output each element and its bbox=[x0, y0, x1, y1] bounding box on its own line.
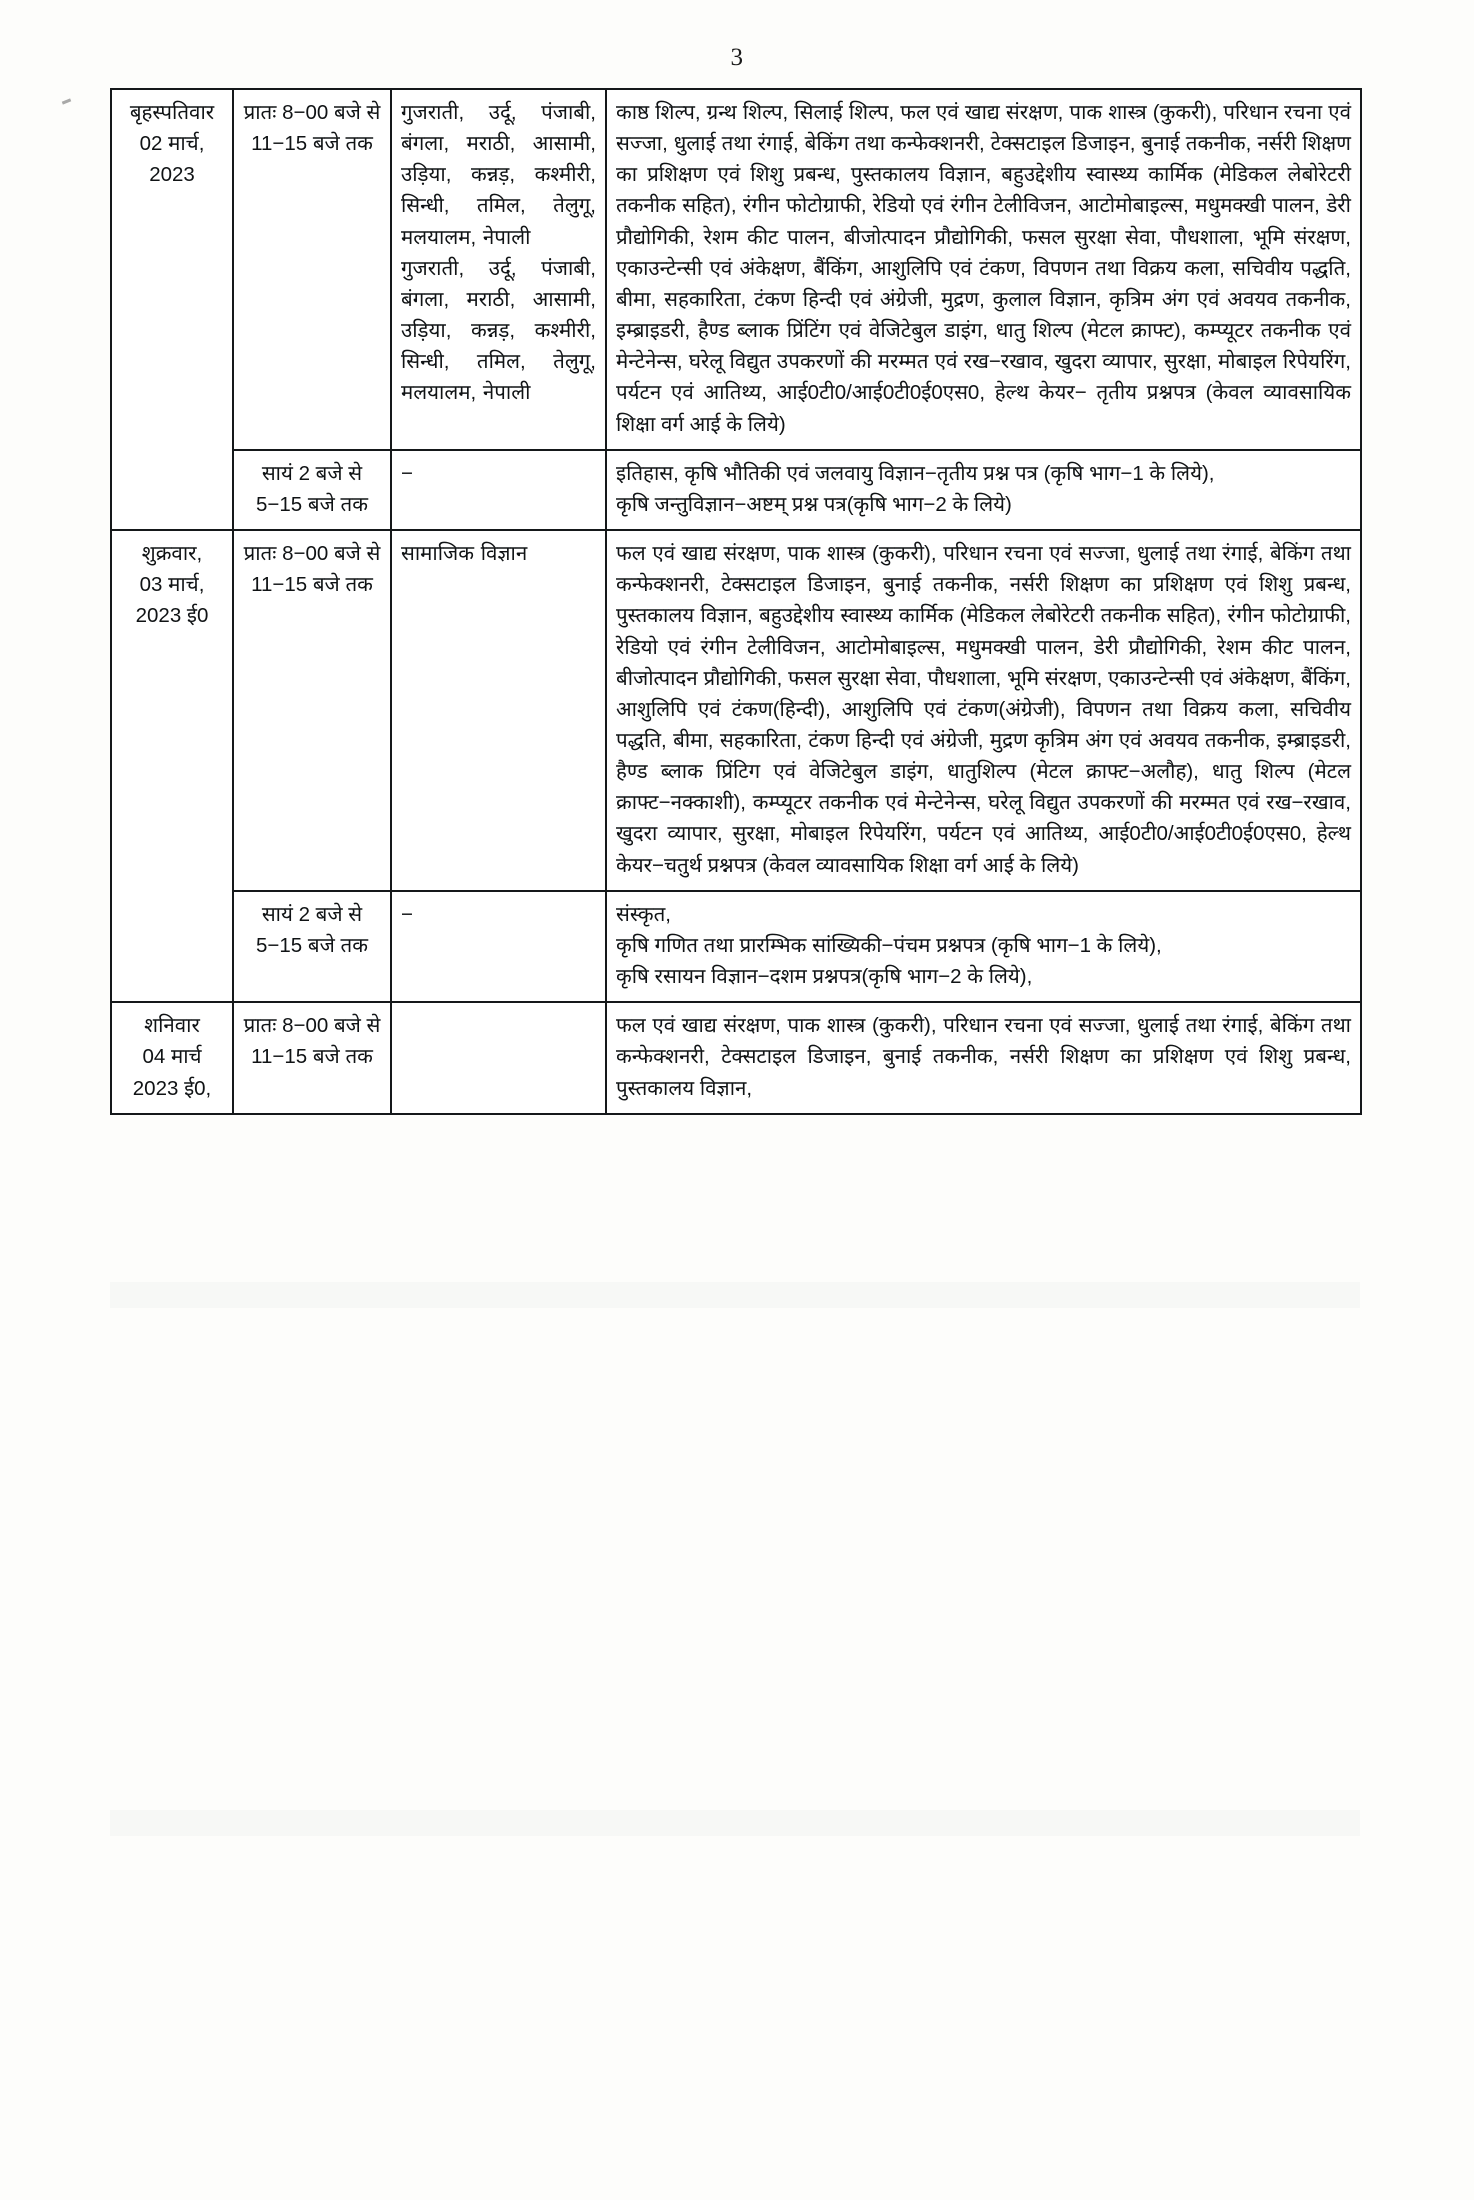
cell-languages bbox=[391, 1002, 606, 1113]
cell-day bbox=[111, 530, 233, 1002]
time-line: सायं 2 बजे से bbox=[261, 902, 363, 926]
cell-subjects bbox=[606, 450, 1361, 530]
scan-band bbox=[110, 1282, 1360, 1308]
time-line: 11−15 बजे तक bbox=[251, 1045, 373, 1069]
cell-languages bbox=[391, 89, 606, 450]
time-line: 11−15 बजे तक bbox=[251, 132, 373, 156]
subjects-line: कृषि रसायन विज्ञान−दशम प्रश्नपत्र(कृषि भाग−2 के लिये), bbox=[616, 965, 1033, 989]
exam-schedule-table-container bbox=[110, 88, 1360, 1115]
table-row bbox=[111, 450, 1361, 530]
day-line: 03 मार्च, bbox=[139, 573, 205, 597]
cell-languages: − bbox=[391, 450, 606, 530]
day-line: 04 मार्च bbox=[142, 1045, 202, 1069]
day-line: 02 मार्च, bbox=[139, 132, 205, 156]
cell-time bbox=[233, 891, 391, 1002]
table-row bbox=[111, 89, 1361, 450]
table-row bbox=[111, 530, 1361, 891]
languages-list-repeat: गुजराती, उर्दू, पंजाबी, बंगला, मराठी, आसामी, उड़िया, कन्नड़, कश्मीरी, सिन्धी, तमिल, तेलुगू, मलयालम, नेपाली bbox=[401, 256, 596, 405]
time-line: 11−15 बजे तक bbox=[251, 573, 373, 597]
scan-artifact-speck bbox=[62, 98, 71, 104]
day-line: 2023 ई0, bbox=[132, 1076, 212, 1100]
time-line: 5−15 बजे तक bbox=[256, 933, 368, 957]
day-line: शुक्रवार, bbox=[141, 542, 203, 566]
page-number: 3 bbox=[730, 44, 744, 71]
exam-schedule-table bbox=[110, 88, 1362, 1115]
subjects-text: फल एवं खाद्य संरक्षण, पाक शास्त्र (कुकरी), परिधान रचना एवं सज्जा, धुलाई तथा रंगाई, बेकिंग तथा कन्फेक्शनरी, टेक्सटाइल डिजाइन, बुनाई तकनीक, नर्सरी शिक्षण का प्रशिक्षण एवं शिशु प्रबन्ध, पुस्तकालय विज्ञान, bbox=[616, 1014, 1351, 1100]
cell-time bbox=[233, 1002, 391, 1113]
cell-subjects bbox=[606, 530, 1361, 891]
day-line: शनिवार bbox=[144, 1014, 200, 1038]
day-line: 2023 bbox=[149, 163, 195, 187]
cell-time bbox=[233, 450, 391, 530]
time-line: सायं 2 बजे से bbox=[261, 461, 363, 485]
subjects-text: फल एवं खाद्य संरक्षण, पाक शास्त्र (कुकरी), परिधान रचना एवं सज्जा, धुलाई तथा रंगाई, बेकिंग तथा कन्फेक्शनरी, टेक्सटाइल डिजाइन, बुनाई तकनीक, नर्सरी शिक्षण का प्रशिक्षण एवं शिशु प्रबन्ध, पुस्तकालय विज्ञान, बहुउद्देशीय स्वास्थ्य कार्मिक (मेडिकल लेबोरेटरी तकनीक सहित), रंगीन फोटोग्राफी, रेडियो एवं रंगीन टेलीविजन, आटोमोबाइल्स, मधुमक्खी पालन, डेरी प्रौद्योगिकी, रेशम कीट पालन, बीजोत्पादन प्रौद्योगिकी, फसल सुरक्षा सेवा, पौधशाला, भूमि संरक्षण, एकाउन्टेन्सी एवं अंकेक्षण, बैंकिंग, आशुलिपि एवं टंकण(हिन्दी), आशुलिपि एवं टंकण(अंग्रेजी), विपणन तथा विक्रय कला, सचिवीय पद्धति, बीमा, सहकारिता, टंकण हिन्दी एवं अंग्रेजी, मुद्रण कृत्रिम अंग एवं अवयव तकनीक, इम्ब्राइडरी, हैण्ड ब्लाक प्रिंटिग एवं वेजिटेबुल डाइंग, धातुशिल्प (मेटल क्राफ्ट−अलौह), धातु शिल्प (मेटल क्राफ्ट−नक्काशी), कम्प्यूटर तकनीक एवं मेन्टेनेन्स, घरेलू विद्युत उपकरणों की मरम्मत एवं रख−रखाव, खुदरा व्यापार, सुरक्षा, मोबाइल रिपेयरिंग, पर्यटन एवं आतिथ्य, आई0टी0/आई0टी0ई0एस0, हेल्थ केयर−चतुर्थ प्रश्नपत्र (केवल व्यावसायिक शिक्षा वर्ग आई के लिये) bbox=[616, 542, 1351, 877]
subjects-text: काष्ठ शिल्प, ग्रन्थ शिल्प, सिलाई शिल्प, फल एवं खाद्य संरक्षण, पाक शास्त्र (कुकरी), परिधान रचना एवं सज्जा, धुलाई तथा रंगाई, बेकिंग तथा कन्फेक्शनरी, टेक्सटाइल डिजाइन, बुनाई तकनीक, नर्सरी शिक्षण का प्रशिक्षण एवं शिशु प्रबन्ध, पुस्तकालय विज्ञान, बहुउद्देशीय स्वास्थ्य कार्मिक (मेडिकल लेबोरेटरी तकनीक सहित), रंगीन फोटोग्राफी, रेडियो एवं रंगीन टेलीविजन, आटोमोबाइल्स, मधुमक्खी पालन, डेरी प्रौद्योगिकी, रेशम कीट पालन, बीजोत्पादन प्रौद्योगिकी, फसल सुरक्षा सेवा, पौधशाला, भूमि संरक्षण, एकाउन्टेन्सी एवं अंकेक्षण, बैंकिंग, आशुलिपि एवं टंकण, विपणन तथा विक्रय कला, सचिवीय पद्धति, बीमा, सहकारिता, टंकण हिन्दी एवं अंग्रेजी, मुद्रण, कुलाल विज्ञान, कृत्रिम अंग एवं अवयव तकनीक, इम्ब्राइडरी, हैण्ड ब्लाक प्रिंटिंग एवं वेजिटेबुल डाइंग, धातु शिल्प (मेटल क्राफ्ट), कम्प्यूटर तकनीक एवं मेन्टेनेन्स, घरेलू विद्युत उपकरणों की मरम्मत एवं रख−रखाव, खुदरा व्यापार, सुरक्षा, मोबाइल रिपेयरिंग, पर्यटन एवं आतिथ्य, आई0टी0/आई0टी0ई0एस0, हेल्थ केयर− तृतीय प्रश्नपत्र (केवल व्यावसायिक शिक्षा वर्ग आई के लिये) bbox=[616, 101, 1351, 436]
subjects-line: कृषि जन्तुविज्ञान−अष्टम् प्रश्न पत्र(कृषि भाग−2 के लिये) bbox=[616, 492, 1012, 516]
table-row bbox=[111, 891, 1361, 1002]
cell-subjects bbox=[606, 891, 1361, 1002]
subjects-line: कृषि गणित तथा प्रारम्भिक सांख्यिकी−पंचम प्रश्नपत्र (कृषि भाग−1 के लिये), bbox=[616, 933, 1162, 957]
cell-languages: − bbox=[391, 891, 606, 1002]
cell-day bbox=[111, 1002, 233, 1113]
subjects-line: संस्कृत, bbox=[616, 902, 671, 926]
cell-time bbox=[233, 89, 391, 450]
time-line: प्रातः 8−00 बजे से bbox=[243, 542, 381, 566]
cell-subjects bbox=[606, 89, 1361, 450]
subjects-line: इतिहास, कृषि भौतिकी एवं जलवायु विज्ञान−तृतीय प्रश्न पत्र (कृषि भाग−1 के लिये), bbox=[616, 461, 1215, 485]
cell-day bbox=[111, 89, 233, 530]
cell-time bbox=[233, 530, 391, 891]
day-line: 2023 ई0 bbox=[135, 604, 209, 628]
scan-band bbox=[110, 1810, 1360, 1836]
cell-languages bbox=[391, 530, 606, 891]
time-line: 5−15 बजे तक bbox=[256, 492, 368, 516]
time-line: प्रातः 8−00 बजे से bbox=[243, 1014, 381, 1038]
cell-subjects bbox=[606, 1002, 1361, 1113]
day-line: बृहस्पतिवार bbox=[129, 101, 215, 124]
languages-list: गुजराती, उर्दू, पंजाबी, बंगला, मराठी, आसामी, उड़िया, कन्नड़, कश्मीरी, सिन्धी, तमिल, तेलुगू, मलयालम, नेपाली bbox=[401, 101, 596, 249]
table-row bbox=[111, 1002, 1361, 1113]
time-line: प्रातः 8−00 बजे से bbox=[243, 101, 381, 124]
languages-list: सामाजिक विज्ञान bbox=[401, 542, 528, 566]
